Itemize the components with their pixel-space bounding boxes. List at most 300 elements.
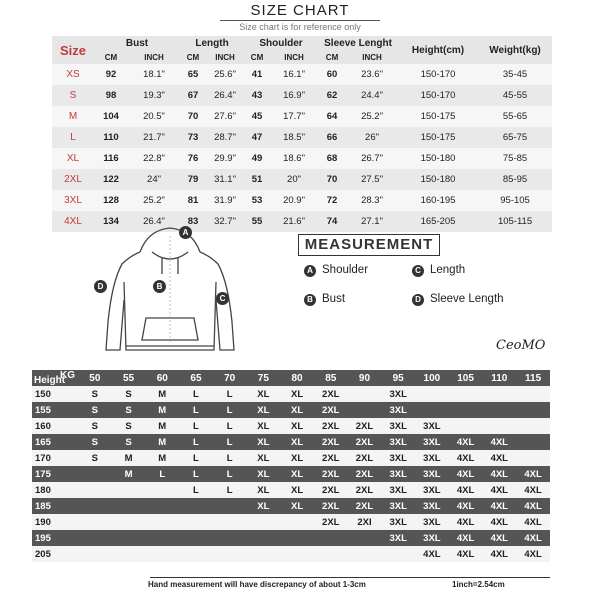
legend-letter-c: C — [412, 265, 424, 277]
unit-cm: CM — [244, 51, 270, 64]
grid-size-cell: 3XL — [415, 530, 449, 546]
grid-size-cell: 4XL — [516, 466, 550, 482]
size-row — [52, 169, 552, 190]
marker-d: D — [94, 280, 107, 293]
grid-size-cell: XL — [280, 466, 314, 482]
size-cell-size: XL — [52, 148, 94, 169]
grid-size-cell: 3XL — [415, 450, 449, 466]
grid-size-cell: L — [213, 402, 247, 418]
grid-weight-header: 75 — [247, 370, 281, 386]
grid-size-cell: 4XL — [516, 530, 550, 546]
grid-size-cell: 4XL — [482, 450, 516, 466]
grid-size-cell — [348, 402, 382, 418]
grid-size-cell: 4XL — [482, 434, 516, 450]
grid-header-row — [32, 370, 550, 386]
grid-size-cell — [78, 530, 112, 546]
grid-size-cell: S — [78, 402, 112, 418]
size-cell-sl-in: 25.2" — [346, 106, 398, 127]
grid-size-cell: 4XL — [449, 482, 483, 498]
size-row — [52, 148, 552, 169]
size-cell-len-in: 31.9" — [206, 190, 244, 211]
size-cell-sl-cm: 64 — [318, 106, 346, 127]
shoulder-header: Shoulder — [244, 36, 318, 51]
size-cell-sh-in: 17.7" — [270, 106, 318, 127]
grid-height-label: 195 — [32, 530, 78, 546]
grid-size-cell: XL — [247, 466, 281, 482]
grid-size-cell: 2XL — [314, 386, 348, 402]
grid-size-cell — [348, 530, 382, 546]
grid-size-cell — [348, 546, 382, 562]
brand-logo — [496, 336, 552, 358]
grid-size-cell: M — [145, 418, 179, 434]
legend-label-sleeve-length: Sleeve Length — [430, 293, 504, 305]
unit-inch: INCH — [128, 51, 180, 64]
grid-size-cell: S — [112, 418, 146, 434]
size-cell-bust-in: 25.2" — [128, 190, 180, 211]
size-cell-weight: 85-95 — [478, 169, 552, 190]
grid-size-cell: 4XL — [482, 482, 516, 498]
grid-weight-header: 80 — [280, 370, 314, 386]
grid-height-label: 180 — [32, 482, 78, 498]
size-cell-len-in: 25.6" — [206, 64, 244, 85]
grid-row — [32, 434, 550, 450]
grid-size-cell — [213, 514, 247, 530]
grid-size-cell: XL — [280, 418, 314, 434]
grid-size-cell: M — [145, 434, 179, 450]
grid-size-cell: 3XL — [381, 482, 415, 498]
grid-size-cell: 2XL — [348, 418, 382, 434]
grid-weight-header: 65 — [179, 370, 213, 386]
grid-size-cell: 4XL — [449, 514, 483, 530]
size-cell-sh-cm: 53 — [244, 190, 270, 211]
size-cell-sl-in: 28.3" — [346, 190, 398, 211]
size-cell-sh-in: 20.9" — [270, 190, 318, 211]
grid-size-cell: L — [179, 386, 213, 402]
grid-size-cell — [78, 466, 112, 482]
grid-row — [32, 450, 550, 466]
size-table-header-row — [52, 36, 552, 51]
legend-letter-b: B — [304, 294, 316, 306]
size-cell-len-in: 32.7" — [206, 211, 244, 232]
grid-size-cell: 3XL — [381, 402, 415, 418]
grid-size-cell: XL — [247, 450, 281, 466]
grid-size-cell: M — [145, 402, 179, 418]
grid-height-label: 165 — [32, 434, 78, 450]
grid-size-cell — [179, 546, 213, 562]
grid-height-label: 170 — [32, 450, 78, 466]
size-cell-sl-in: 24.4" — [346, 85, 398, 106]
size-cell-height: 150-180 — [398, 169, 478, 190]
grid-size-cell: 3XL — [415, 434, 449, 450]
grid-size-cell: S — [78, 450, 112, 466]
grid-size-cell: 2XL — [314, 466, 348, 482]
size-cell-sl-cm: 72 — [318, 190, 346, 211]
grid-size-cell: XL — [280, 386, 314, 402]
size-cell-weight: 45-55 — [478, 85, 552, 106]
measurement-title: MEASUREMENT — [298, 234, 440, 256]
grid-size-cell — [145, 546, 179, 562]
size-cell-bust-cm: 116 — [94, 148, 128, 169]
grid-size-cell: 4XL — [516, 498, 550, 514]
size-cell-sh-cm: 47 — [244, 127, 270, 148]
grid-size-cell: L — [213, 450, 247, 466]
length-header: Length — [180, 36, 244, 51]
size-cell-size: 3XL — [52, 190, 94, 211]
grid-size-cell — [247, 546, 281, 562]
grid-size-cell — [415, 402, 449, 418]
size-cell-len-cm: 83 — [180, 211, 206, 232]
unit-cm: CM — [94, 51, 128, 64]
grid-size-cell: XL — [247, 434, 281, 450]
size-cell-sl-cm: 74 — [318, 211, 346, 232]
size-cell-sl-in: 26.7" — [346, 148, 398, 169]
size-cell-bust-in: 22.8" — [128, 148, 180, 169]
size-cell-len-in: 31.1" — [206, 169, 244, 190]
grid-size-cell — [314, 546, 348, 562]
grid-size-cell: 4XL — [449, 530, 483, 546]
size-cell-len-cm: 67 — [180, 85, 206, 106]
size-cell-bust-in: 21.7" — [128, 127, 180, 148]
grid-size-cell: L — [213, 466, 247, 482]
grid-size-cell — [213, 530, 247, 546]
size-cell-len-cm: 81 — [180, 190, 206, 211]
size-cell-bust-cm: 92 — [94, 64, 128, 85]
size-cell-sl-in: 26" — [346, 127, 398, 148]
grid-size-cell: L — [213, 434, 247, 450]
marker-c: C — [216, 292, 229, 305]
size-cell-len-cm: 65 — [180, 64, 206, 85]
size-row — [52, 85, 552, 106]
grid-size-cell: 2XL — [314, 434, 348, 450]
grid-size-cell: 4XL — [449, 498, 483, 514]
footnote-divider — [150, 577, 550, 578]
size-cell-size: XS — [52, 64, 94, 85]
grid-size-cell: S — [112, 434, 146, 450]
grid-weight-header: 60 — [145, 370, 179, 386]
grid-corner-kg: KG — [60, 370, 75, 381]
unit-inch: INCH — [206, 51, 244, 64]
size-cell-sh-cm: 51 — [244, 169, 270, 190]
grid-size-cell: 4XL — [516, 546, 550, 562]
grid-size-cell: 4XL — [449, 450, 483, 466]
grid-size-cell: S — [78, 418, 112, 434]
grid-weight-header: 55 — [112, 370, 146, 386]
grid-size-cell — [213, 498, 247, 514]
grid-size-cell — [415, 386, 449, 402]
grid-size-cell — [348, 386, 382, 402]
grid-size-cell: L — [145, 466, 179, 482]
grid-size-cell: 2XL — [314, 498, 348, 514]
grid-size-cell: M — [112, 450, 146, 466]
grid-size-cell: XL — [280, 434, 314, 450]
size-cell-len-cm: 76 — [180, 148, 206, 169]
size-cell-bust-in: 19.3" — [128, 85, 180, 106]
size-cell-bust-in: 26.4" — [128, 211, 180, 232]
grid-height-label: 175 — [32, 466, 78, 482]
grid-size-cell: 4XL — [449, 546, 483, 562]
grid-size-cell — [516, 402, 550, 418]
grid-size-cell — [78, 514, 112, 530]
grid-weight-header: 110 — [482, 370, 516, 386]
size-cell-sl-cm: 68 — [318, 148, 346, 169]
weight-header: Weight(kg) — [478, 36, 552, 64]
height-header: Height(cm) — [398, 36, 478, 64]
grid-size-cell: 3XL — [415, 514, 449, 530]
grid-size-cell — [78, 498, 112, 514]
size-row — [52, 106, 552, 127]
size-row — [52, 190, 552, 211]
bust-header: Bust — [94, 36, 180, 51]
grid-row — [32, 498, 550, 514]
grid-size-cell: 4XL — [516, 482, 550, 498]
size-header: Size — [52, 36, 94, 64]
unit-inch: INCH — [346, 51, 398, 64]
grid-size-cell: 3XL — [381, 386, 415, 402]
size-cell-len-cm: 79 — [180, 169, 206, 190]
size-cell-bust-cm: 98 — [94, 85, 128, 106]
hoodie-diagram — [90, 222, 250, 362]
grid-size-cell: 2XL — [314, 514, 348, 530]
size-cell-len-in: 28.7" — [206, 127, 244, 148]
grid-size-cell — [482, 418, 516, 434]
footnote-inch-conversion: 1inch=2.54cm — [452, 580, 505, 589]
grid-size-cell: XL — [247, 402, 281, 418]
size-cell-sh-in: 16.9" — [270, 85, 318, 106]
size-cell-len-cm: 73 — [180, 127, 206, 148]
grid-size-cell: M — [112, 466, 146, 482]
grid-size-cell: 2XL — [314, 402, 348, 418]
size-cell-bust-in: 18.1" — [128, 64, 180, 85]
height-weight-grid — [32, 370, 550, 562]
grid-size-cell — [247, 530, 281, 546]
size-cell-len-in: 27.6" — [206, 106, 244, 127]
size-cell-bust-cm: 128 — [94, 190, 128, 211]
grid-size-cell: XL — [280, 498, 314, 514]
grid-size-cell: L — [179, 418, 213, 434]
grid-size-cell — [449, 386, 483, 402]
grid-size-cell — [516, 450, 550, 466]
unit-cm: CM — [318, 51, 346, 64]
grid-size-cell — [145, 482, 179, 498]
size-cell-bust-in: 20.5" — [128, 106, 180, 127]
size-row — [52, 64, 552, 85]
grid-row — [32, 530, 550, 546]
page-subtitle: Size chart is for reference only — [239, 22, 361, 32]
size-cell-sl-in: 27.5" — [346, 169, 398, 190]
grid-size-cell: 3XL — [415, 498, 449, 514]
size-cell-bust-in: 24" — [128, 169, 180, 190]
grid-size-cell: 4XL — [482, 466, 516, 482]
grid-size-cell: 2XL — [348, 434, 382, 450]
grid-weight-header: 100 — [415, 370, 449, 386]
grid-size-cell — [516, 386, 550, 402]
grid-size-cell — [112, 482, 146, 498]
grid-size-cell: L — [213, 482, 247, 498]
grid-size-cell: 4XL — [449, 434, 483, 450]
grid-size-cell: 4XL — [482, 546, 516, 562]
grid-size-cell: 3XL — [381, 434, 415, 450]
size-cell-size: M — [52, 106, 94, 127]
size-cell-size: L — [52, 127, 94, 148]
grid-height-label: 150 — [32, 386, 78, 402]
size-cell-sh-cm: 49 — [244, 148, 270, 169]
unit-cm: CM — [180, 51, 206, 64]
size-cell-sh-cm: 45 — [244, 106, 270, 127]
grid-size-cell — [482, 402, 516, 418]
size-cell-size: 2XL — [52, 169, 94, 190]
grid-size-cell — [112, 530, 146, 546]
size-cell-sl-cm: 60 — [318, 64, 346, 85]
marker-b: B — [153, 280, 166, 293]
size-cell-bust-cm: 134 — [94, 211, 128, 232]
grid-corner-height: Height — [34, 375, 66, 386]
grid-size-cell: 2XL — [348, 498, 382, 514]
grid-size-cell — [179, 530, 213, 546]
grid-row — [32, 386, 550, 402]
size-cell-sh-in: 18.6" — [270, 148, 318, 169]
grid-size-cell: L — [179, 402, 213, 418]
grid-size-cell — [247, 514, 281, 530]
size-cell-sh-in: 20" — [270, 169, 318, 190]
grid-size-cell: 3XL — [381, 466, 415, 482]
grid-corner — [32, 370, 78, 386]
grid-size-cell: L — [179, 450, 213, 466]
size-cell-sh-cm: 41 — [244, 64, 270, 85]
legend-label-shoulder: Shoulder — [322, 264, 369, 276]
size-cell-size: S — [52, 85, 94, 106]
grid-size-cell — [112, 546, 146, 562]
size-cell-sl-cm: 62 — [318, 85, 346, 106]
grid-size-cell: M — [145, 386, 179, 402]
marker-a: A — [179, 226, 192, 239]
size-cell-sl-cm: 70 — [318, 169, 346, 190]
grid-size-cell: 4XL — [415, 546, 449, 562]
size-cell-len-in: 26.4" — [206, 85, 244, 106]
grid-size-cell: L — [179, 434, 213, 450]
size-cell-height: 150-180 — [398, 148, 478, 169]
grid-size-cell: 3XL — [381, 514, 415, 530]
grid-weight-header: 115 — [516, 370, 550, 386]
legend-label-bust: Bust — [322, 293, 346, 305]
grid-row — [32, 466, 550, 482]
grid-size-cell: 4XL — [449, 466, 483, 482]
size-cell-len-cm: 70 — [180, 106, 206, 127]
size-cell-bust-cm: 104 — [94, 106, 128, 127]
size-cell-height: 150-175 — [398, 127, 478, 148]
grid-size-cell — [449, 418, 483, 434]
size-row — [52, 127, 552, 148]
size-cell-height: 160-195 — [398, 190, 478, 211]
grid-size-cell — [449, 402, 483, 418]
grid-size-cell: 2XL — [314, 482, 348, 498]
grid-size-cell: M — [145, 450, 179, 466]
size-cell-sh-cm: 55 — [244, 211, 270, 232]
grid-height-label: 155 — [32, 402, 78, 418]
size-cell-bust-cm: 110 — [94, 127, 128, 148]
size-cell-sh-in: 18.5" — [270, 127, 318, 148]
grid-size-cell: 3XL — [381, 530, 415, 546]
size-cell-weight: 95-105 — [478, 190, 552, 211]
size-cell-height: 150-175 — [398, 106, 478, 127]
grid-size-cell: 4XL — [482, 498, 516, 514]
grid-row — [32, 418, 550, 434]
grid-size-cell: 2XL — [348, 482, 382, 498]
grid-row — [32, 482, 550, 498]
grid-size-cell: 2XL — [348, 450, 382, 466]
legend-letter-a: A — [304, 265, 316, 277]
grid-size-cell — [213, 546, 247, 562]
grid-size-cell — [179, 498, 213, 514]
grid-row — [32, 514, 550, 530]
size-cell-sh-in: 21.6" — [270, 211, 318, 232]
size-cell-weight: 75-85 — [478, 148, 552, 169]
grid-size-cell: S — [112, 386, 146, 402]
grid-size-cell — [280, 546, 314, 562]
grid-weight-header: 95 — [381, 370, 415, 386]
grid-height-label: 160 — [32, 418, 78, 434]
grid-size-cell: L — [213, 386, 247, 402]
grid-size-cell: 4XL — [516, 514, 550, 530]
grid-size-cell: 2XL — [348, 466, 382, 482]
sleeve-header: Sleeve Lenght — [318, 36, 398, 51]
grid-row — [32, 546, 550, 562]
title-underline — [220, 20, 380, 21]
grid-size-cell: 3XL — [415, 482, 449, 498]
unit-inch: INCH — [270, 51, 318, 64]
grid-size-cell: XL — [280, 402, 314, 418]
size-cell-height: 165-205 — [398, 211, 478, 232]
footnote-discrepancy: Hand measurement will have discrepancy of about 1-3cm — [148, 580, 366, 589]
grid-size-cell: S — [78, 386, 112, 402]
grid-size-cell: 2XL — [314, 418, 348, 434]
grid-size-cell: XL — [280, 482, 314, 498]
size-cell-height: 150-170 — [398, 85, 478, 106]
size-cell-len-in: 29.9" — [206, 148, 244, 169]
grid-size-cell — [145, 498, 179, 514]
grid-height-label: 190 — [32, 514, 78, 530]
size-cell-sh-in: 16.1" — [270, 64, 318, 85]
grid-size-cell: 2XL — [314, 450, 348, 466]
grid-weight-header: 70 — [213, 370, 247, 386]
grid-size-cell: 3XL — [415, 418, 449, 434]
grid-size-cell — [112, 498, 146, 514]
grid-size-cell — [280, 530, 314, 546]
size-cell-weight: 65-75 — [478, 127, 552, 148]
grid-size-cell — [516, 418, 550, 434]
grid-size-cell: L — [213, 418, 247, 434]
size-cell-bust-cm: 122 — [94, 169, 128, 190]
grid-height-label: 205 — [32, 546, 78, 562]
grid-size-cell: XL — [247, 482, 281, 498]
grid-size-cell — [179, 514, 213, 530]
grid-size-cell: 4XL — [482, 530, 516, 546]
size-cell-weight: 35-45 — [478, 64, 552, 85]
grid-size-cell — [381, 546, 415, 562]
grid-size-cell — [78, 482, 112, 498]
brand-logo-text: CeoMO — [496, 338, 546, 353]
grid-weight-header: 90 — [348, 370, 382, 386]
page-title: SIZE CHART — [250, 2, 350, 19]
grid-size-cell: 3XL — [381, 418, 415, 434]
grid-size-cell: L — [179, 482, 213, 498]
grid-size-cell — [145, 514, 179, 530]
grid-size-cell: 3XL — [415, 466, 449, 482]
size-cell-weight: 55-65 — [478, 106, 552, 127]
grid-size-cell: 3XL — [381, 450, 415, 466]
size-cell-size: 4XL — [52, 211, 94, 232]
grid-size-cell — [280, 514, 314, 530]
size-chart-table — [52, 36, 552, 232]
